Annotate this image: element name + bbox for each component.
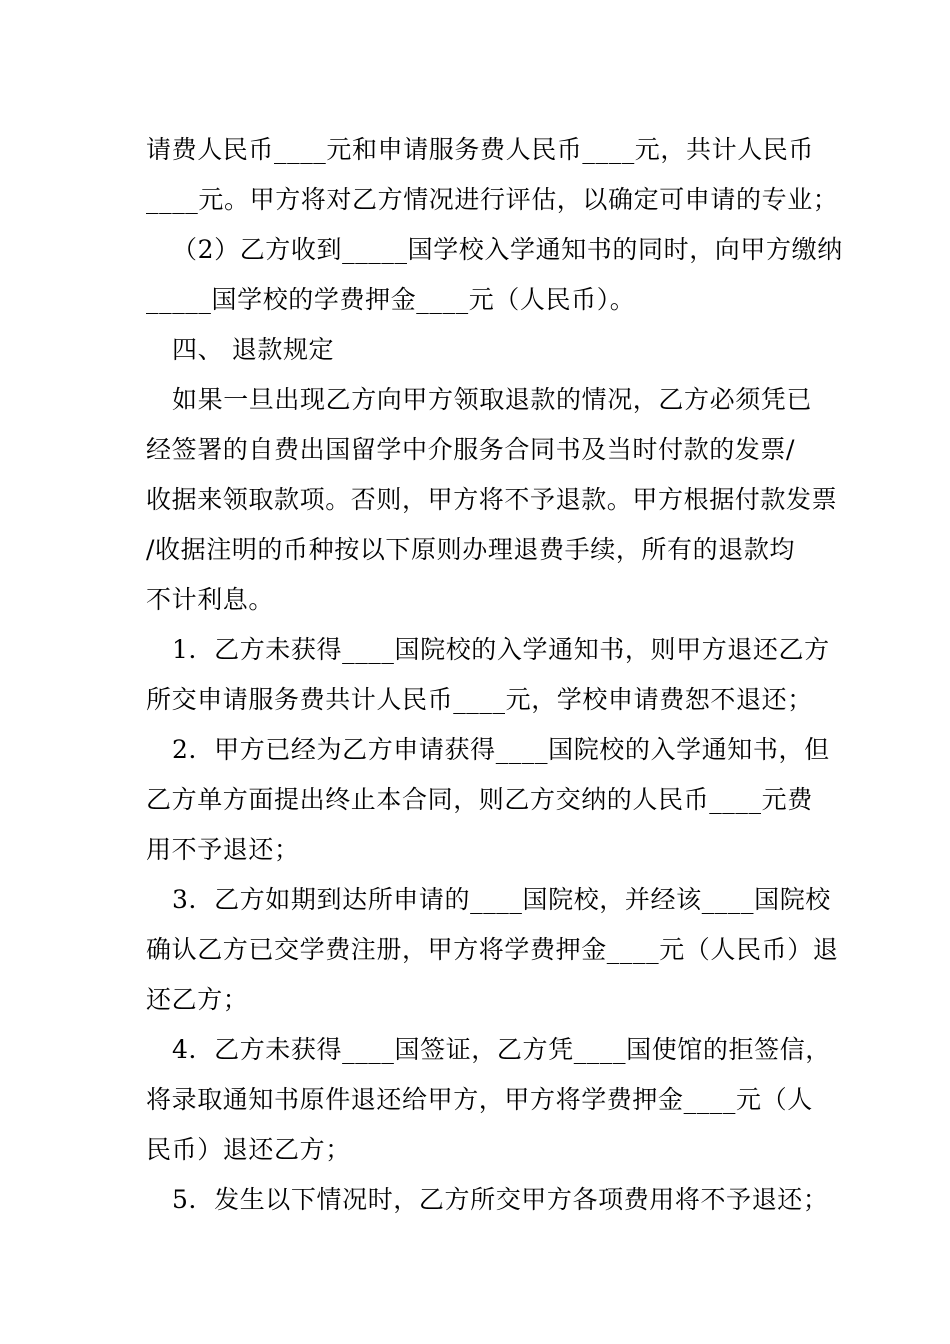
text-line: 确认乙方已交学费注册，甲方将学费押金____元（人民币）退 [146, 935, 839, 964]
text-line: 1．乙方未获得____国院校的入学通知书，则甲方退还乙方 [172, 635, 830, 664]
text-line: 用不予退还； [146, 835, 300, 864]
text-line: 经签署的自费出国留学中介服务合同书及当时付款的发票/ [146, 435, 796, 464]
text-line: 所交申请服务费共计人民币____元，学校申请费恕不退还； [146, 685, 813, 714]
text-line: 将录取通知书原件退还给甲方，甲方将学费押金____元（人 [146, 1085, 813, 1114]
text-line: 5．发生以下情况时，乙方所交甲方各项费用将不予退还； [172, 1185, 829, 1214]
text-line: 如果一旦出现乙方向甲方领取退款的情况，乙方必须凭已 [172, 385, 813, 414]
text-line: 收据来领取款项。否则，甲方将不予退款。甲方根据付款发票 [146, 485, 838, 514]
section-heading: 四、 退款规定 [172, 335, 335, 364]
text-line: 3．乙方如期到达所申请的____国院校，并经该____国院校 [172, 885, 831, 914]
text-line: _____国学校的学费押金____元（人民币）。 [146, 285, 636, 314]
text-line: 乙方单方面提出终止本合同，则乙方交纳的人民币____元费 [146, 785, 813, 814]
text-line: 4．乙方未获得____国签证，乙方凭____国使馆的拒签信， [172, 1035, 831, 1064]
text-line: （2）乙方收到_____国学校入学通知书的同时，向甲方缴纳 [172, 235, 843, 264]
text-line: 民币）退还乙方； [146, 1135, 351, 1164]
text-line: 还乙方； [146, 985, 249, 1014]
text-line: 请费人民币____元和申请服务费人民币____元，共计人民币 [146, 135, 815, 164]
text-line: ____元。甲方将对乙方情况进行评估，以确定可申请的专业； [146, 185, 839, 214]
text-line: 2．甲方已经为乙方申请获得____国院校的入学通知书，但 [172, 735, 830, 764]
text-line: /收据注明的币种按以下原则办理退费手续，所有的退款均 [146, 535, 796, 564]
text-line: 不计利息。 [146, 585, 275, 614]
